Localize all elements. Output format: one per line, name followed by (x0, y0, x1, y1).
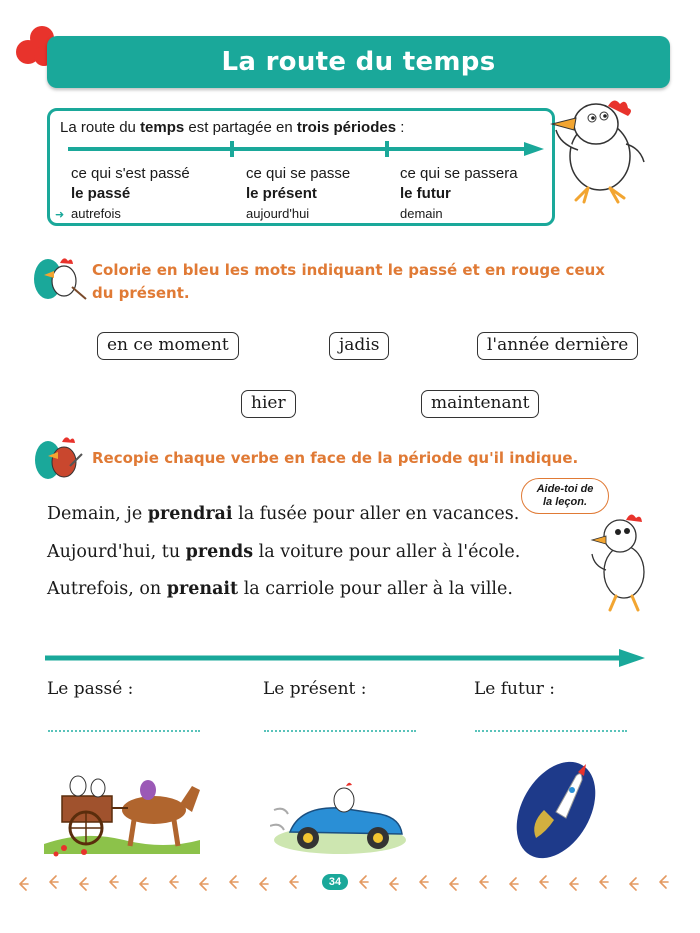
verb-prends: prends (185, 542, 254, 562)
horse-cart-illustration (44, 764, 200, 858)
past-description: ce qui s'est passé (71, 165, 190, 182)
answer-line-present[interactable] (264, 730, 416, 732)
hen-writing-icon (32, 432, 86, 482)
help-speech-bubble: Aide-toi de la leçon. (521, 478, 609, 514)
rocket-illustration (500, 758, 610, 864)
exercise1-instruction: Colorie en bleu les mots indiquant le passé et en rouge ceux du présent. (92, 261, 605, 302)
timeline-intro: La route du temps est partagée en trois périodes : (60, 119, 405, 136)
timeline-column-future (400, 165, 518, 221)
word-annee-derniere[interactable]: l'année dernière (477, 332, 638, 360)
hen-pointing-icon (30, 253, 88, 303)
timeline-column-present (246, 165, 350, 221)
sentence-past: Autrefois, on prenait la carriole pour aller à la ville. (47, 579, 513, 599)
present-example: aujourd'hui (246, 206, 310, 221)
page-title: La route du temps (221, 47, 496, 77)
present-description: ce qui se passe (246, 165, 351, 182)
timeline-arrow (68, 140, 548, 160)
future-period: le futur (400, 185, 451, 202)
sentence-present: Aujourd'hui, tu prends la voiture pour aller à l'école. (47, 542, 521, 562)
word-maintenant[interactable]: maintenant (421, 390, 539, 418)
verb-prendrai: prendrai (147, 504, 233, 524)
footprints-decoration (10, 872, 690, 894)
future-example: demain (400, 206, 443, 221)
answer-line-past[interactable] (48, 730, 200, 732)
time-road-arrow (45, 647, 649, 669)
sentence-future: Demain, je prendrai la fusée pour aller en vacances. (47, 504, 520, 524)
past-example: autrefois (71, 206, 121, 221)
word-en-ce-moment[interactable]: en ce moment (97, 332, 239, 360)
page-number: 34 (322, 874, 348, 890)
label-past: Le passé : (47, 679, 134, 699)
exercise2-instruction: Recopie chaque verbe en face de la période qu'il indique. (92, 449, 579, 467)
timeline-column-past (71, 165, 190, 221)
hen-mascot-illustration (548, 94, 648, 204)
answer-line-future[interactable] (475, 730, 627, 732)
hen-helper-illustration (590, 510, 656, 614)
page-title-banner (47, 36, 670, 88)
label-present: Le présent : (263, 679, 367, 699)
verb-prenait: prenait (166, 579, 239, 599)
toy-car-illustration (270, 770, 420, 862)
arrow-right-icon: ➜ (55, 208, 65, 221)
present-period: le présent (246, 185, 317, 202)
word-jadis[interactable]: jadis (329, 332, 389, 360)
future-description: ce qui se passera (400, 165, 518, 182)
word-hier[interactable]: hier (241, 390, 296, 418)
label-future: Le futur : (474, 679, 556, 699)
past-period: le passé (71, 185, 131, 202)
